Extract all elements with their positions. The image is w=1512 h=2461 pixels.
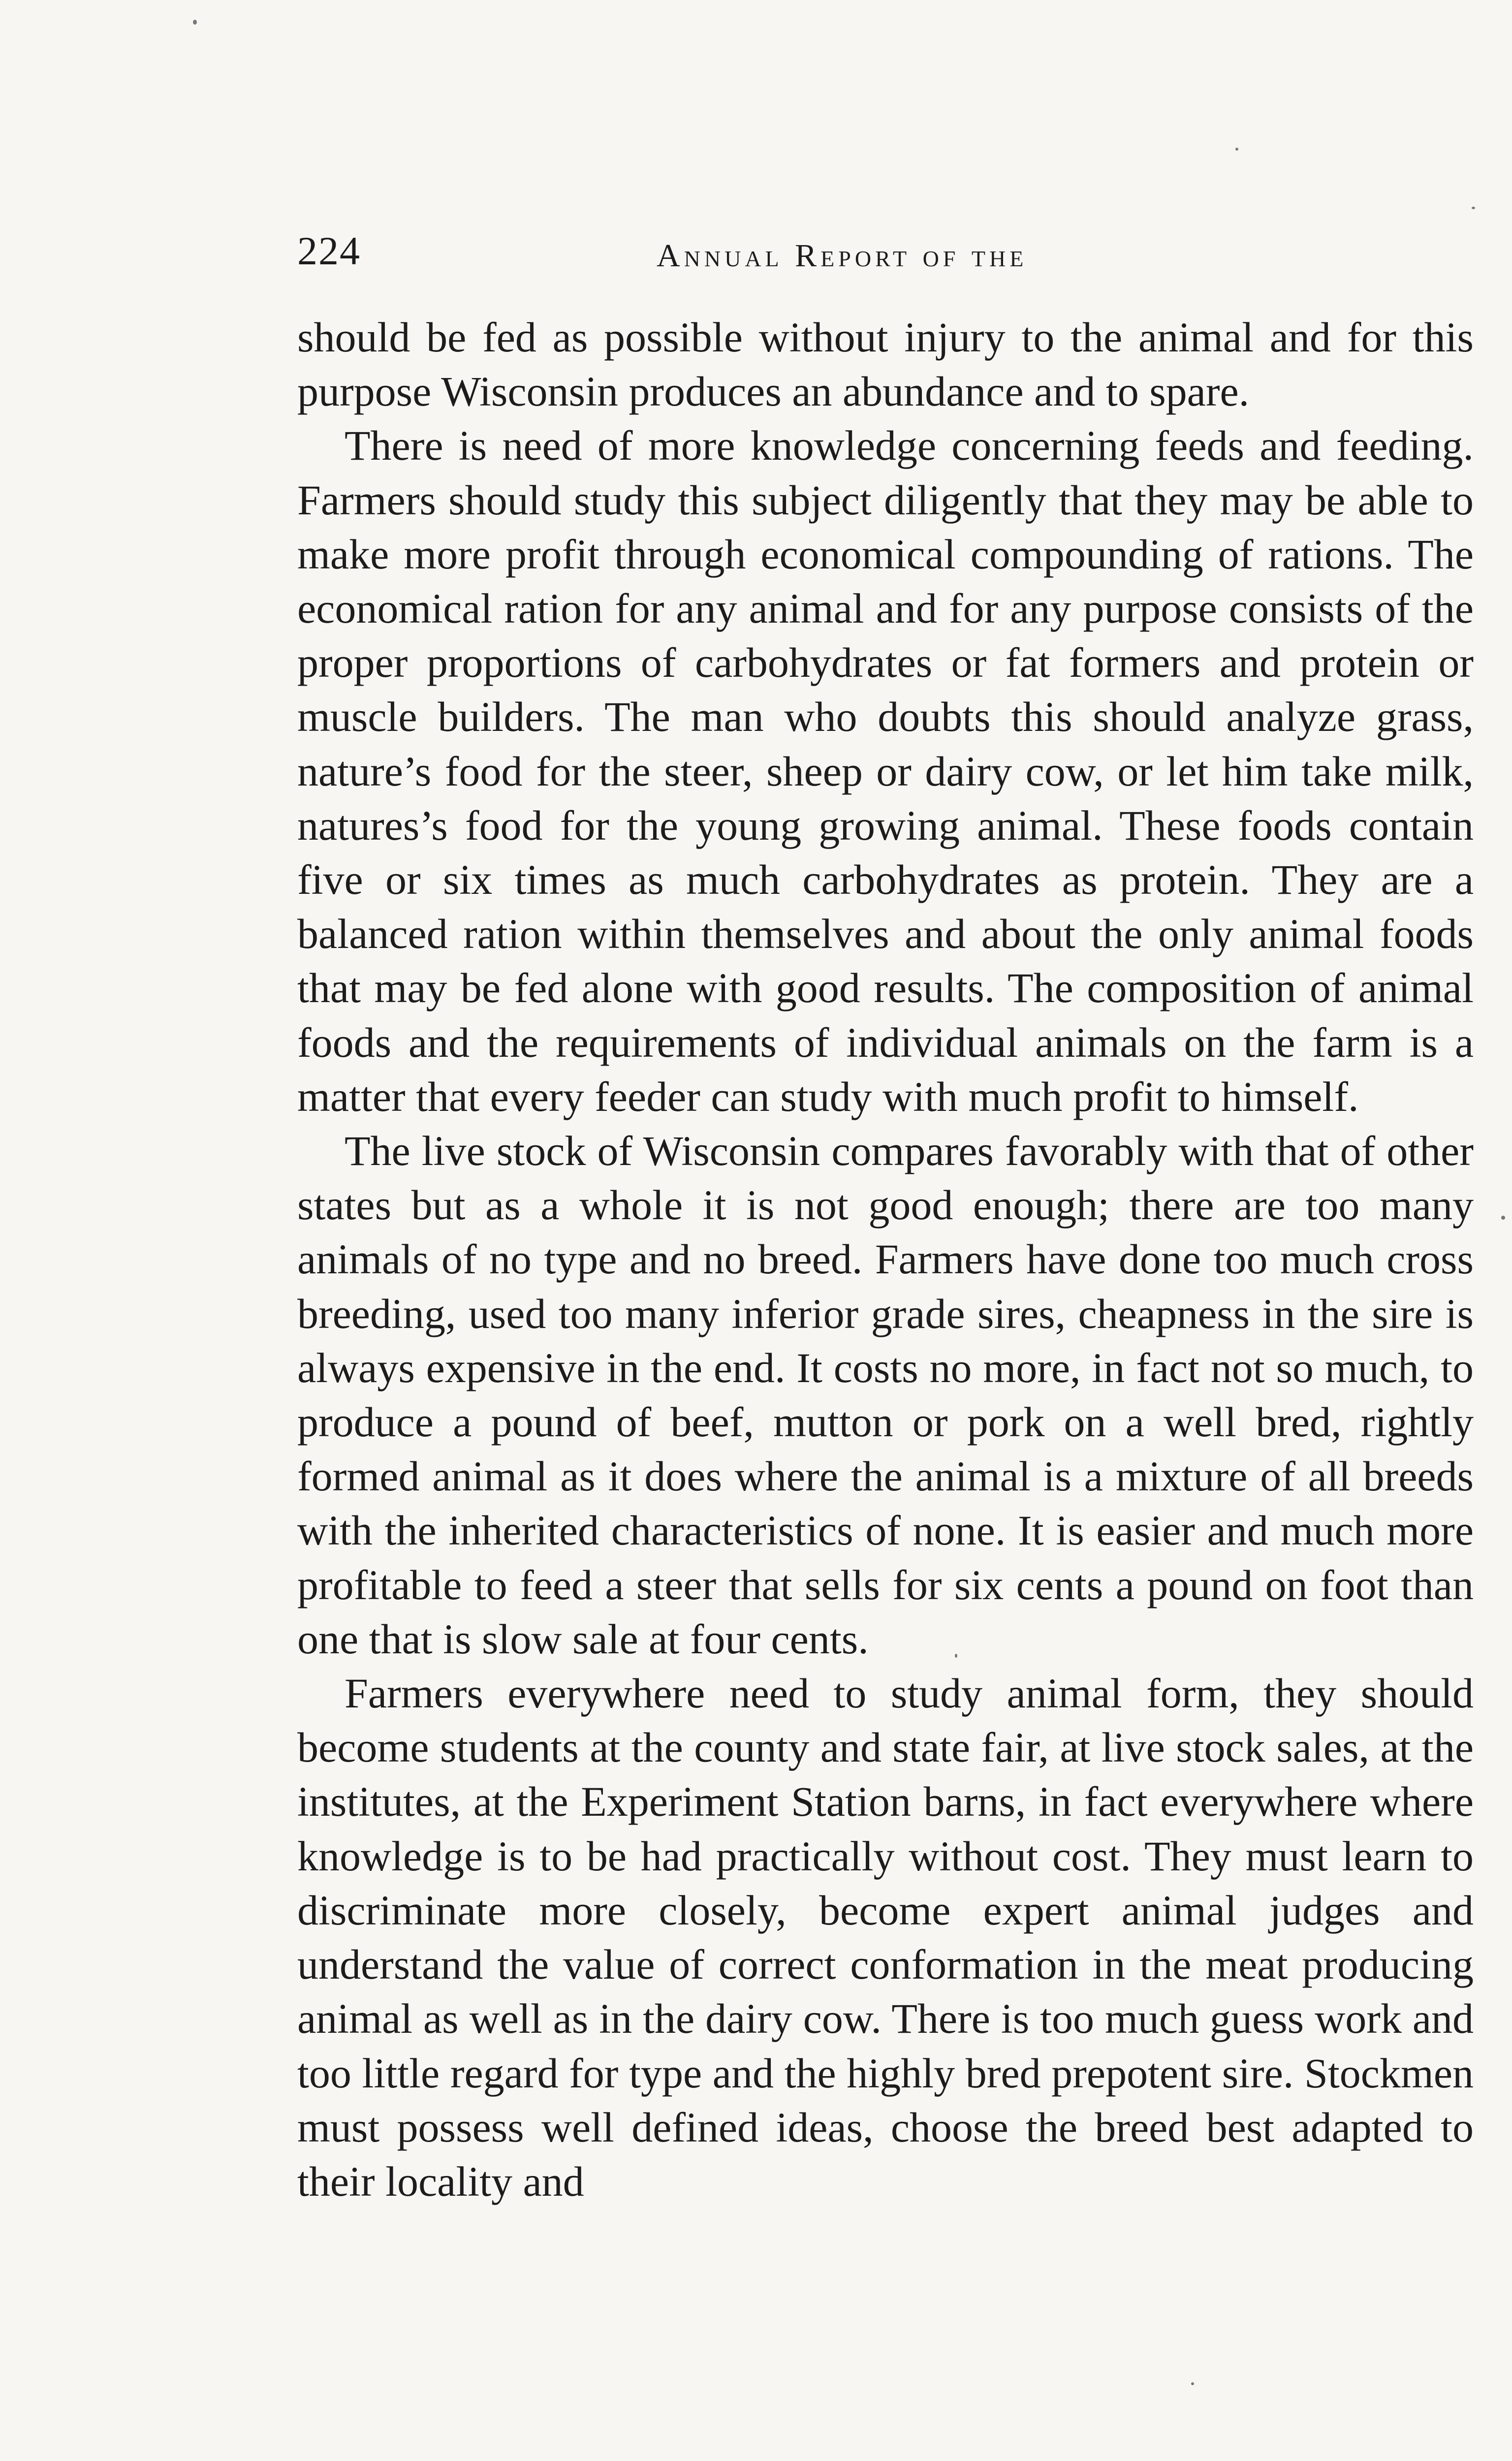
- scan-speck: [1501, 1216, 1505, 1220]
- paragraph-continuation: should be fed as possible without injury to the animal and for this purpose Wisconsin produces an abundance and to spare.: [297, 314, 1474, 415]
- paragraph-feeds-and-feeding: There is need of more knowledge concerning feeds and feeding. Farmers should study this subject diligently that they may be able to make more profit through economical compounding of rations. The economical ration for any animal and for any purpose consists of the proper proportions of carbohydrates or fat formers and protein or muscle builders. The man who doubts this should analyze grass, nature’s food for the steer, sheep or dairy cow, or let him take milk, natures’s food for the young growing animal. These foods contain five or six times as much carbohydrates as protein. They are a balanced ration within themselves and about the only animal foods that may be fed alone with good results. The composition of animal foods and the requirements of individual animals on the farm is a matter that every feeder can study with much profit to himself.: [297, 422, 1474, 1120]
- scan-speck: [1235, 148, 1238, 151]
- page-header: [297, 217, 1474, 285]
- running-head: Annual Report of the: [657, 238, 1028, 274]
- paragraph-animal-form: Farmers everywhere need to study animal form, they should become students at the county and state fair, at live stock sales, at the institutes, at the Experiment Station barns, in fact everywhere where knowledge is to be had practically without cost. They must learn to discriminate more closely, become expert animal judges and understand the value of correct conformation in the meat producing animal as well as in the dairy cow. There is too much guess work and too little regard for type and the highly bred prepotent sire. Stockmen must possess well defined ideas, choose the breed best adapted to their locality and: [297, 1670, 1474, 2205]
- scan-speck: [1472, 207, 1475, 209]
- scan-speck: [193, 20, 197, 25]
- paragraph-live-stock: The live stock of Wisconsin compares favorably with that of other states but as a whole it is not good enough; there are too many animals of no type and no breed. Farmers have done too much cross breeding, used too many inferior grade sires, cheapness in the sire is always expensive in the end. It costs no more, in fact not so much, to produce a pound of beef, mutton or pork on a well bred, rightly formed animal as it does where the animal is a mixture of all breeds with the inherited characteristics of none. It is easier and much more profitable to feed a steer that sells for six cents a pound on foot than one that is slow sale at four cents.: [297, 1127, 1474, 1663]
- scan-speck: [955, 1654, 957, 1658]
- scan-speck: [1191, 2382, 1194, 2385]
- page-number: 224: [297, 228, 361, 273]
- body-text: [297, 310, 1474, 2209]
